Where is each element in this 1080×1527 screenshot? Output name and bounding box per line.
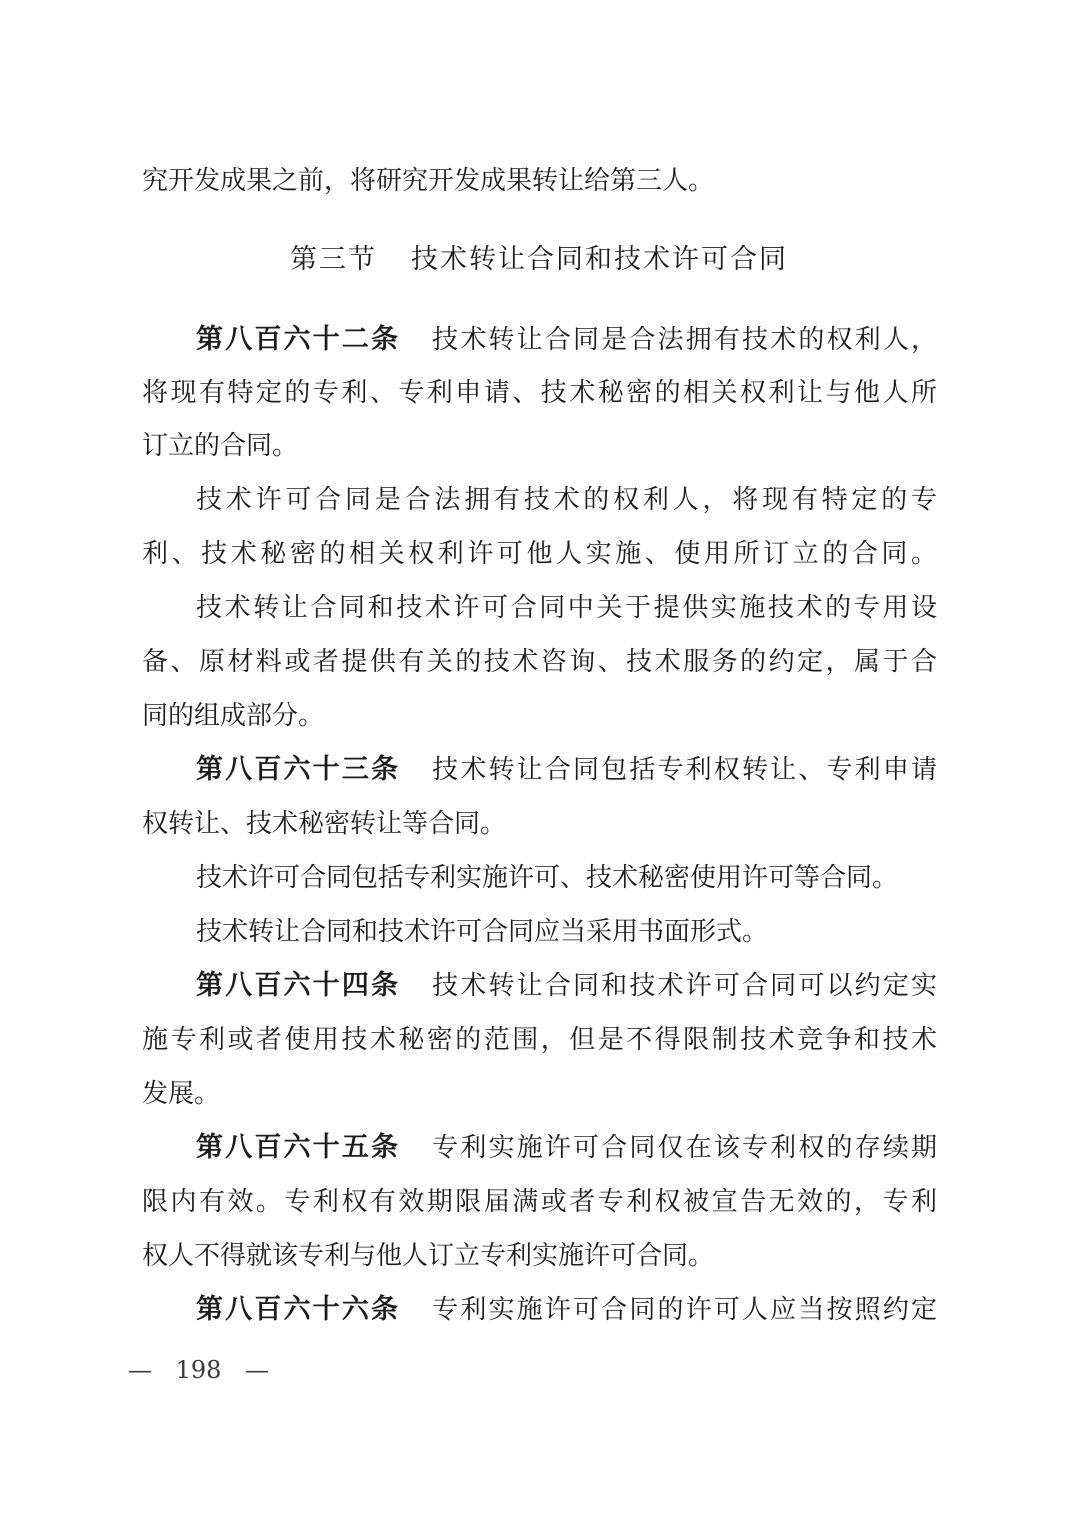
- paragraph-equipment-line-1: 技术转让合同和技术许可合同中关于提供实施技术的专用设: [196, 593, 937, 623]
- article-862-line-1: 第八百六十二条 技术转让合同是合法拥有技术的权利人，: [196, 324, 937, 355]
- paragraph-license-line-2: 利、技术秘密的相关权利许可他人实施、使用所订立的合同。: [142, 539, 937, 569]
- page-number-footer: [128, 1352, 269, 1388]
- article-865-line-1: 第八百六十五条 专利实施许可合同仅在该专利权的存续期: [196, 1132, 937, 1163]
- article-863-line-1: 第八百六十三条 技术转让合同包括专利权转让、专利申请: [196, 754, 937, 785]
- paragraph-equipment-line-2: 备、原材料或者提供有关的技术咨询、技术服务的约定，属于合: [142, 647, 937, 677]
- article-866-label: 第八百六十六条: [196, 1294, 401, 1325]
- article-862-label: 第八百六十二条: [196, 324, 401, 355]
- article-864-label: 第八百六十四条: [196, 970, 401, 1001]
- article-864-line-3: 发展。: [142, 1079, 221, 1109]
- page-number: 198: [175, 1356, 222, 1384]
- article-864-line-2: 施专利或者使用技术秘密的范围，但是不得限制技术竞争和技术: [142, 1025, 937, 1055]
- article-865-line-3: 权人不得就该专利与他人订立专利实施许可合同。: [142, 1241, 715, 1271]
- paragraph-license-line-1: 技术许可合同是合法拥有技术的权利人，将现有特定的专: [196, 485, 937, 515]
- article-863-line-2: 权转让、技术秘密转让等合同。: [142, 809, 507, 839]
- article-865-label: 第八百六十五条: [196, 1132, 401, 1163]
- footer-dash-left: —: [128, 1356, 152, 1384]
- article-863-label: 第八百六十三条: [196, 754, 401, 785]
- paragraph-written-form: 技术转让合同和技术许可合同应当采用书面形式。: [196, 917, 769, 947]
- section-title: 技术转让合同和技术许可合同: [411, 244, 788, 275]
- section-number: 第三节: [290, 244, 377, 275]
- paragraph-license-types: 技术许可合同包括专利实施许可、技术秘密使用许可等合同。: [196, 863, 899, 893]
- article-862-line-3: 订立的合同。: [142, 431, 299, 461]
- article-862-line-2: 将现有特定的专利、专利申请、技术秘密的相关权利让与他人所: [142, 378, 937, 408]
- paragraph-equipment-line-3: 同的组成部分。: [142, 701, 325, 731]
- continued-paragraph-line: 究开发成果之前，将研究开发成果转让给第三人。: [142, 166, 715, 196]
- section-heading: [290, 238, 810, 282]
- article-865-line-2: 限内有效。专利权有效期限届满或者专利权被宣告无效的，专利: [142, 1187, 937, 1217]
- footer-dash-right: —: [245, 1356, 270, 1384]
- article-866-line-1: 第八百六十六条 专利实施许可合同的许可人应当按照约定: [196, 1294, 937, 1325]
- article-864-line-1: 第八百六十四条 技术转让合同和技术许可合同可以约定实: [196, 970, 937, 1001]
